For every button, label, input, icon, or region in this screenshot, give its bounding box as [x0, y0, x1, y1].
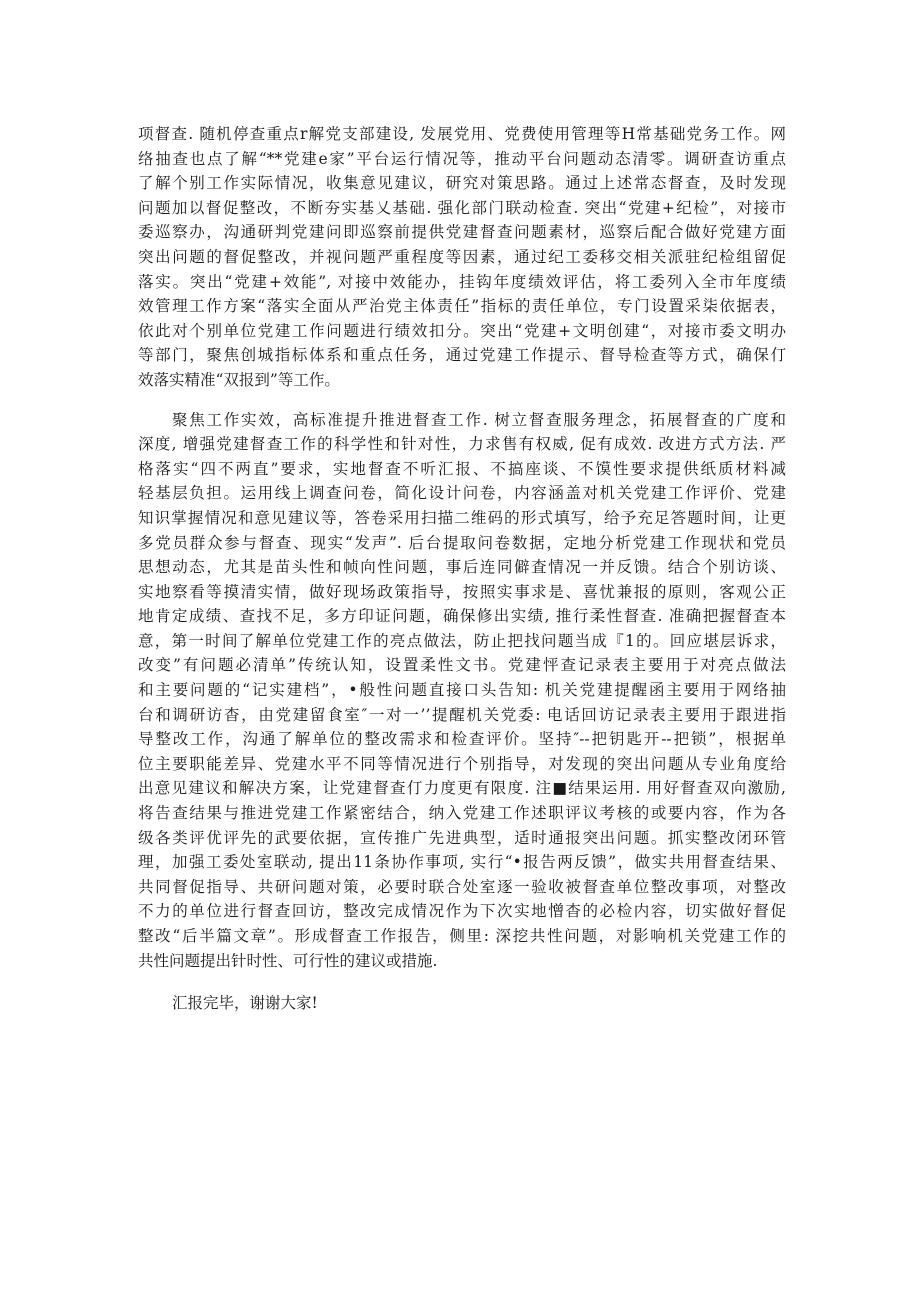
text-line: 格落实“四不两直”要求，实地督查不听汇报、不搞座谈、不馍性要求提供纸质材料减 — [138, 459, 786, 478]
text-line: 改变”有问题必清单”传统认知，设置柔性文书。党建怦查记录表主要用于对亮点做法 — [138, 656, 786, 675]
paragraph-spacer — [138, 393, 786, 408]
text-line: 知识掌握情况和意见建议等，答卷采用扫描二维码的形式填写，给予充足答题时间，让更 — [138, 508, 786, 527]
closing-remark: 汇报完毕，谢谢大家! — [172, 994, 318, 1013]
text-line: 效落实精准“双报到”等工作。 — [138, 370, 340, 389]
text-line: 出意见建议和解决方案，让党建督查仃力度更有限度. 注■结果运用. 用好督查双向激励, — [138, 779, 786, 798]
text-line: 共同督促指导、共研问题对策，必要时联合处室逐一验收被督查单位整改事项，对整改 — [138, 877, 786, 896]
text-line: 络抽查也点了解“**党建e家”平台运行情况等，推动平台问题动态清零。调研查访重点 — [138, 149, 786, 168]
document-page — [138, 122, 786, 1016]
paragraph-1 — [138, 122, 786, 393]
text-line: 整改“后半篇文章”。形成督查工作报告，侧里: 深挖共性问题，对影响机关党建工作的 — [138, 927, 786, 945]
text-line: 落实。突出“党建+效能”, 对接中效能办，挂钩年度绩效评估，将工委列入全市年度绩 — [138, 272, 786, 291]
text-line: 多党员群众参与督查、现实“发声”. 后台提取问卷数据，定地分析党建工作现状和党员 — [138, 533, 786, 552]
text-line: 意，第一时间了解单位党建工作的亮点做法，防止把找问题当成『1的。回应堪层诉求， — [138, 631, 786, 650]
text-line: 共性问题提出针时性、可行性的建议或措施. — [138, 951, 438, 970]
text-line: 不力的单位进行督查回访，整改完成情况作为下次实地憎杳的必检内容，切实做好督促 — [138, 902, 786, 921]
text-line: 等部门，聚焦创城指标体系和重点任务，通过党建工作提示、督导检查等方式，确保仃 — [138, 346, 786, 365]
text-line: 地肯定成绩、查找不足，多方印证问题，确保修出实绩, 推行柔性督查. 准确把握督查本 — [138, 607, 786, 626]
text-line: 思想动态，尤其是苗头性和帧向性问题，事后连同僻査情况一并反馈。结合个别访谈、 — [138, 558, 786, 577]
text-line: 效管理工作方案“落实全面从严治党主体责任”指标的责任单位，专门设置采柒依据表， — [138, 297, 786, 316]
text-line: 和主要问题的“记实建档”，•般性问题直接口头告知: 机关党建提醒函主要用于网络抽 — [138, 681, 786, 700]
text-line: 深度, 增强党建督查工作的科学性和针对性，力求售有权威, 促有成效. 改进方式方法. 严 — [138, 435, 786, 454]
text-line: 聚焦工作实效，高标准提升推进督查工作. 树立督查服务理念，拓展督查的广度和 — [172, 410, 786, 429]
text-line: 了解个别工作实际情况，收集意见建议，研究对策思路。通过上述常态督查，及时发现 — [138, 174, 786, 193]
text-line: 导整改工作，沟通了解单位的整改需求和检查评价。坚持″--把钥匙开--把锁”，根据单 — [138, 730, 786, 749]
text-line: 轻基层负担。运用线上调查问卷，简化设计问卷，内容涵盖对机关党建工作评价、党建 — [138, 484, 786, 503]
text-line: 依此对个别单位党建工作问题进行绩效扣分。突出“党建+文明创建“，对接市委文明办 — [138, 321, 786, 340]
text-line: 级各类评优评先的武要依据，宣传推广先进典型，适时通报突出问题。抓实整改闭环管 — [138, 828, 786, 847]
text-line: 理，加强工委处室联动, 提出11条协作事项, 实行“•报告两反馈”，做实共用督查结果、 — [138, 853, 786, 872]
text-line: 位主要职能差异、党建水平不同等情况进行个别指导，对发现的突出问题从专业角度给 — [138, 754, 786, 773]
text-line: 将告查结果与推进党建工作紧密结合，纳入党建工作述职评议考核的或要内容，作为各 — [138, 804, 786, 823]
text-line: 突出问题的督促整改，并视问题严重程度等因素，通过纪工委移交相关派驻纪检组留促 — [138, 247, 786, 266]
text-line: 台和调研访杳，由党建留食室″一对一’’提醒机关党委: 电话回访记录表主要用于跟进指 — [138, 705, 786, 724]
text-line: 实地察看等摸清实情，做好现场政策指导，按照实事求是、喜忧兼报的原则，客观公正 — [138, 582, 786, 601]
text-line: 问题加以督促整改，不断夯实基乂基础. 强化部门联动检查. 突出“党建+纪检”，对接市 — [138, 198, 786, 217]
text-line: 项督查. 随机停查重点r解党支部建设, 发展党用、党费使用管理等H常基础党务工作。网 — [138, 125, 786, 143]
text-line: 委巡察办，沟通研判党建问即巡察前提供党建督查问题素材，巡察后配合做好党建方面 — [138, 223, 786, 242]
paragraph-2 — [138, 408, 786, 974]
